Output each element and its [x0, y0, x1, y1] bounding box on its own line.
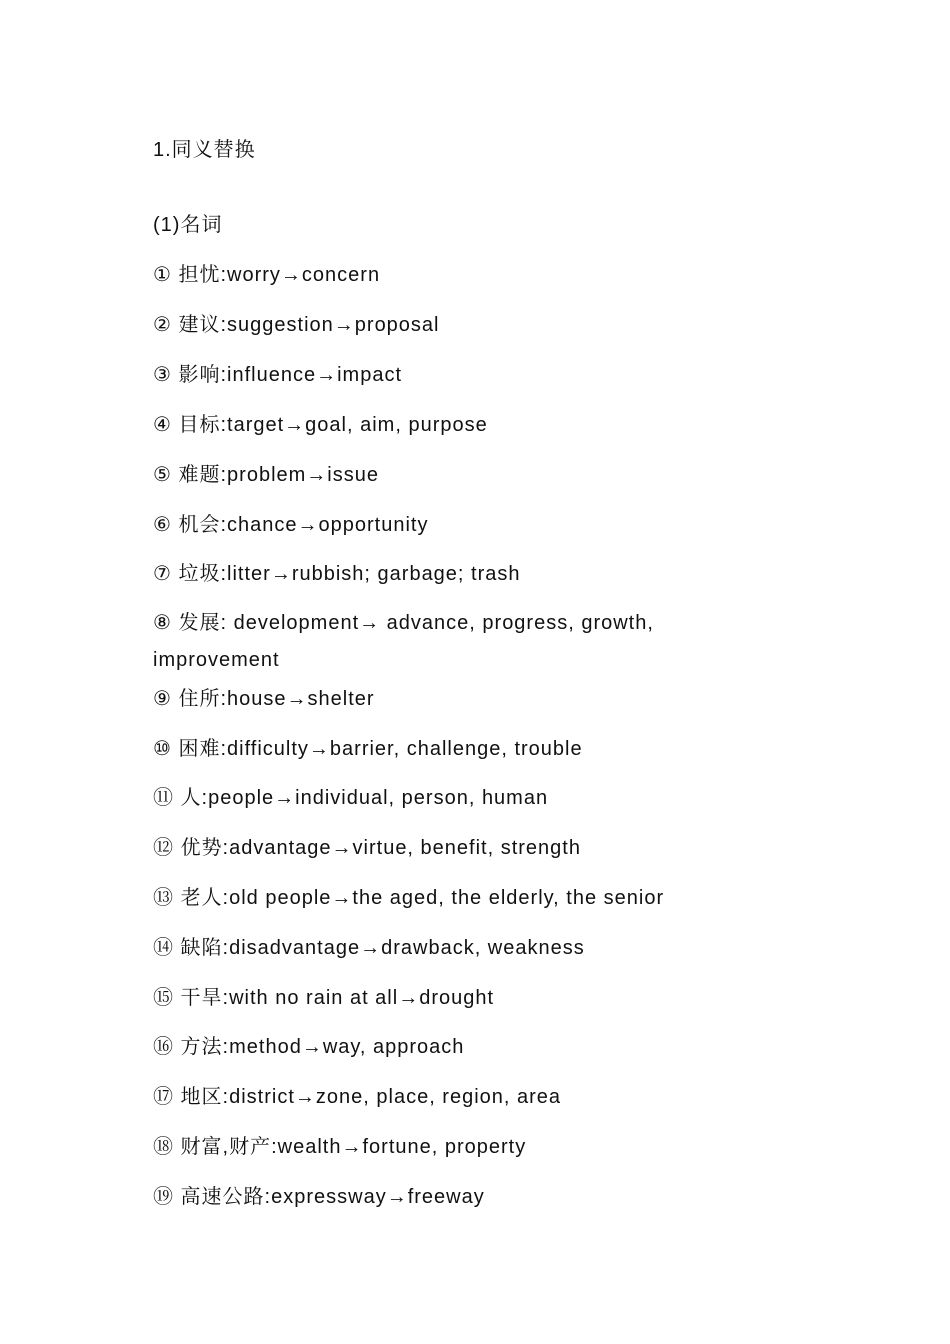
list-item: ⑯ 方法:method→way, approach	[153, 1036, 465, 1058]
list-item: ⑤ 难题:problem→issue	[153, 464, 379, 486]
list-item: ③ 影响:influence→impact	[153, 364, 403, 386]
list-item: ⑰ 地区:district→zone, place, region, area	[153, 1086, 562, 1108]
list-item: ⑭ 缺陷:disadvantage→drawback, weakness	[153, 937, 585, 959]
list-item: ⑪ 人:people→individual, person, human	[153, 787, 549, 809]
list-item: ⑮ 干旱:with no rain at all→drought	[153, 987, 495, 1009]
list-item: ⑩ 困难:difficulty→barrier, challenge, trouble	[153, 738, 583, 760]
list-item: ⑧ 发展: development→ advance, progress, growth, improvement	[153, 612, 654, 671]
section-heading: 1.同义替换	[153, 139, 256, 161]
list-item: ② 建议:suggestion→proposal	[153, 314, 440, 336]
list-item: ⑨ 住所:house→shelter	[153, 688, 375, 710]
list-item: ⑬ 老人:old people→the aged, the elderly, the senior	[153, 887, 665, 909]
subsection-heading: (1)名词	[153, 214, 223, 236]
list-item: ⑥ 机会:chance→opportunity	[153, 514, 429, 536]
list-item: ④ 目标:target→goal, aim, purpose	[153, 414, 488, 436]
list-item: ⑫ 优势:advantage→virtue, benefit, strength	[153, 837, 581, 859]
list-item: ⑲ 高速公路:expressway→freeway	[153, 1186, 485, 1208]
list-item: ⑦ 垃圾:litter→rubbish; garbage; trash	[153, 563, 521, 585]
list-item: ① 担忧:worry→concern	[153, 264, 381, 286]
list-item: ⑱ 财富,财产:wealth→fortune, property	[153, 1136, 527, 1158]
